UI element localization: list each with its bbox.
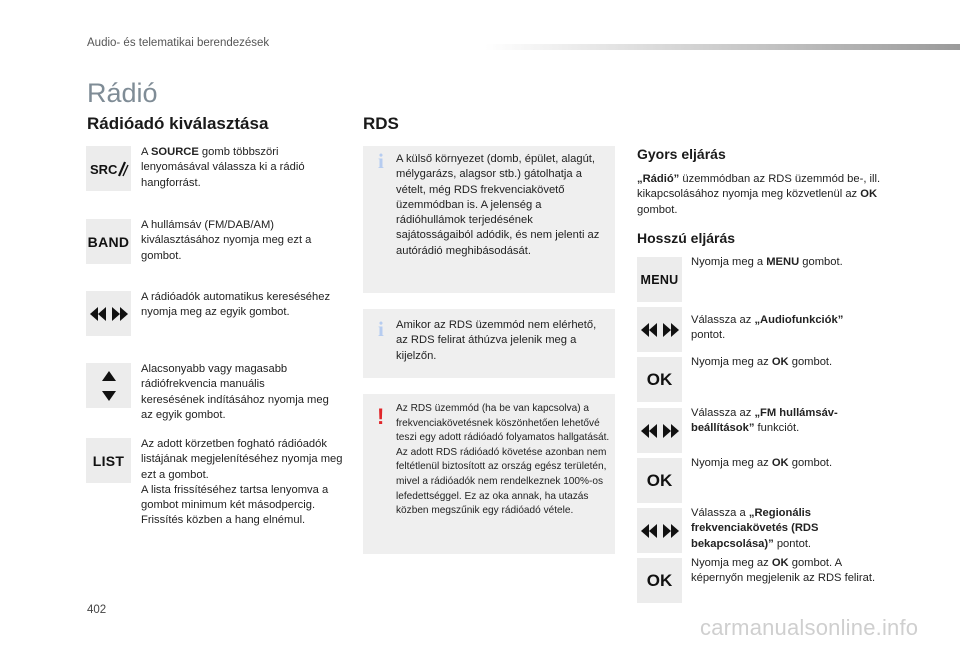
long-step-6: Válassza a „Regionális frekvenciakövetés (RDS bekapcsolása)” pontot. [691,507,819,550]
long-step-3: Nyomja meg az OK gombot. [691,356,833,368]
warning-icon: ! [377,404,385,429]
info-icon: i [378,149,384,173]
ok-key-label: OK [646,369,673,389]
long-step-5: Nyomja meg az OK gombot. [691,457,833,469]
rds-info-panel-2 [363,309,615,378]
seek-arrows-icon [640,424,680,438]
updown-description: Alacsonyabb vagy magasabb rádiófrekvencia manuális keresésének indításához nyomja meg az egyik gombot. [141,363,329,421]
menu-key-label: MENU [640,272,679,287]
left-heading: Rádióadó kiválasztása [87,114,269,133]
long-heading: Hosszú eljárás [637,230,736,246]
ok-key-label: OK [646,570,673,590]
ok-key [637,458,682,503]
long-step-4: Válassza az „FM hullámsáv-beállítások” funkciót. [691,407,838,435]
src-key [86,146,131,191]
up-down-arrows-icon [101,371,117,401]
seek-keys-step [637,508,682,553]
src-key-icon [89,159,129,179]
updown-keys [86,363,131,408]
band-key [86,219,131,264]
seek-keys-step [637,307,682,352]
page-title: Rádió [87,78,158,108]
list-key [86,438,131,483]
quick-description: „Rádió” üzemmódban az RDS üzemmód be-, ill. kikapcsolásához nyomja meg közvetlenül az OK gombot. [637,173,881,216]
band-key-label: BAND [87,233,130,250]
src-description: A SOURCE gomb többszöri lenyomásával válassza ki a rádió hangforrást. [141,146,305,189]
ok-key [637,558,682,603]
page-number: 402 [87,604,107,616]
rds-info-text-1: A külső környezet (domb, épület, alagút, mélygarázs, alagsor stb.) gátolhatja a vételt, még RDS frekvenciakövető üzemmódban is. A jelenség a rádióhullámok terjedésének sajátosságaiból adódik, és nem jelenti az autórádió meghibásodását. [396,153,600,257]
rds-warning-panel [363,394,615,554]
list-key-label: LIST [92,452,125,469]
seek-keys-step [637,408,682,453]
seek-arrows-icon [640,323,680,337]
watermark: carmanualsonline.info [700,615,919,640]
seek-keys [86,291,131,336]
rds-warning-text: Az RDS üzemmód (ha be van kapcsolva) a frekvenciakövetésnek köszönhetően lehetővé teszi egy adott rádióadó folyamatos hallgatását. Az adott RDS rádióadó követése azonban nem feltétlenül biztosított az ország egész területén, mivel a rádióadók nem rendelkeznek 100%-os lefedettséggel. Ez az oka annak, ha utazás közben megszűnik egy rádióadó vétele. [396,403,610,517]
band-description: A hullámsáv (FM/DAB/AM) kiválasztásához nyomja meg ezt a gombot. [141,219,312,262]
info-icon: i [378,317,384,341]
long-step-2: Válassza az „Audiofunkciók” pontot. [691,314,844,342]
rds-info-panel-1 [363,146,615,293]
menu-key [637,257,682,302]
quick-heading: Gyors eljárás [637,146,726,162]
rds-heading: RDS [363,114,399,133]
long-step-1: Nyomja meg a MENU gombot. [691,256,843,268]
section-header: Audio- és telematikai berendezések [87,37,270,49]
header-gradient-bar [485,44,960,50]
long-step-7: Nyomja meg az OK gombot. A képernyőn megjelenik az RDS felirat. [691,557,876,585]
src-key-label: SRC [89,161,117,177]
rds-info-text-2: Amikor az RDS üzemmód nem elérhető, az RDS felirat áthúzva jelenik meg a kijelzőn. [396,319,597,362]
list-description: Az adott körzetben fogható rádióadók listájának megjelenítéséhez nyomja meg ezt a gombot. A lista frissítéséhez tartsa lenyomva a gombot minimum két másodpercig. Frissítés közben a hang elnémul. [141,438,343,527]
ok-key [637,357,682,402]
seek-description: A rádióadók automatikus kereséséhez nyomja meg az egyik gombot. [141,291,331,319]
seek-arrows-icon [640,524,680,538]
ok-key-label: OK [646,470,673,490]
seek-arrows-icon [89,307,129,321]
